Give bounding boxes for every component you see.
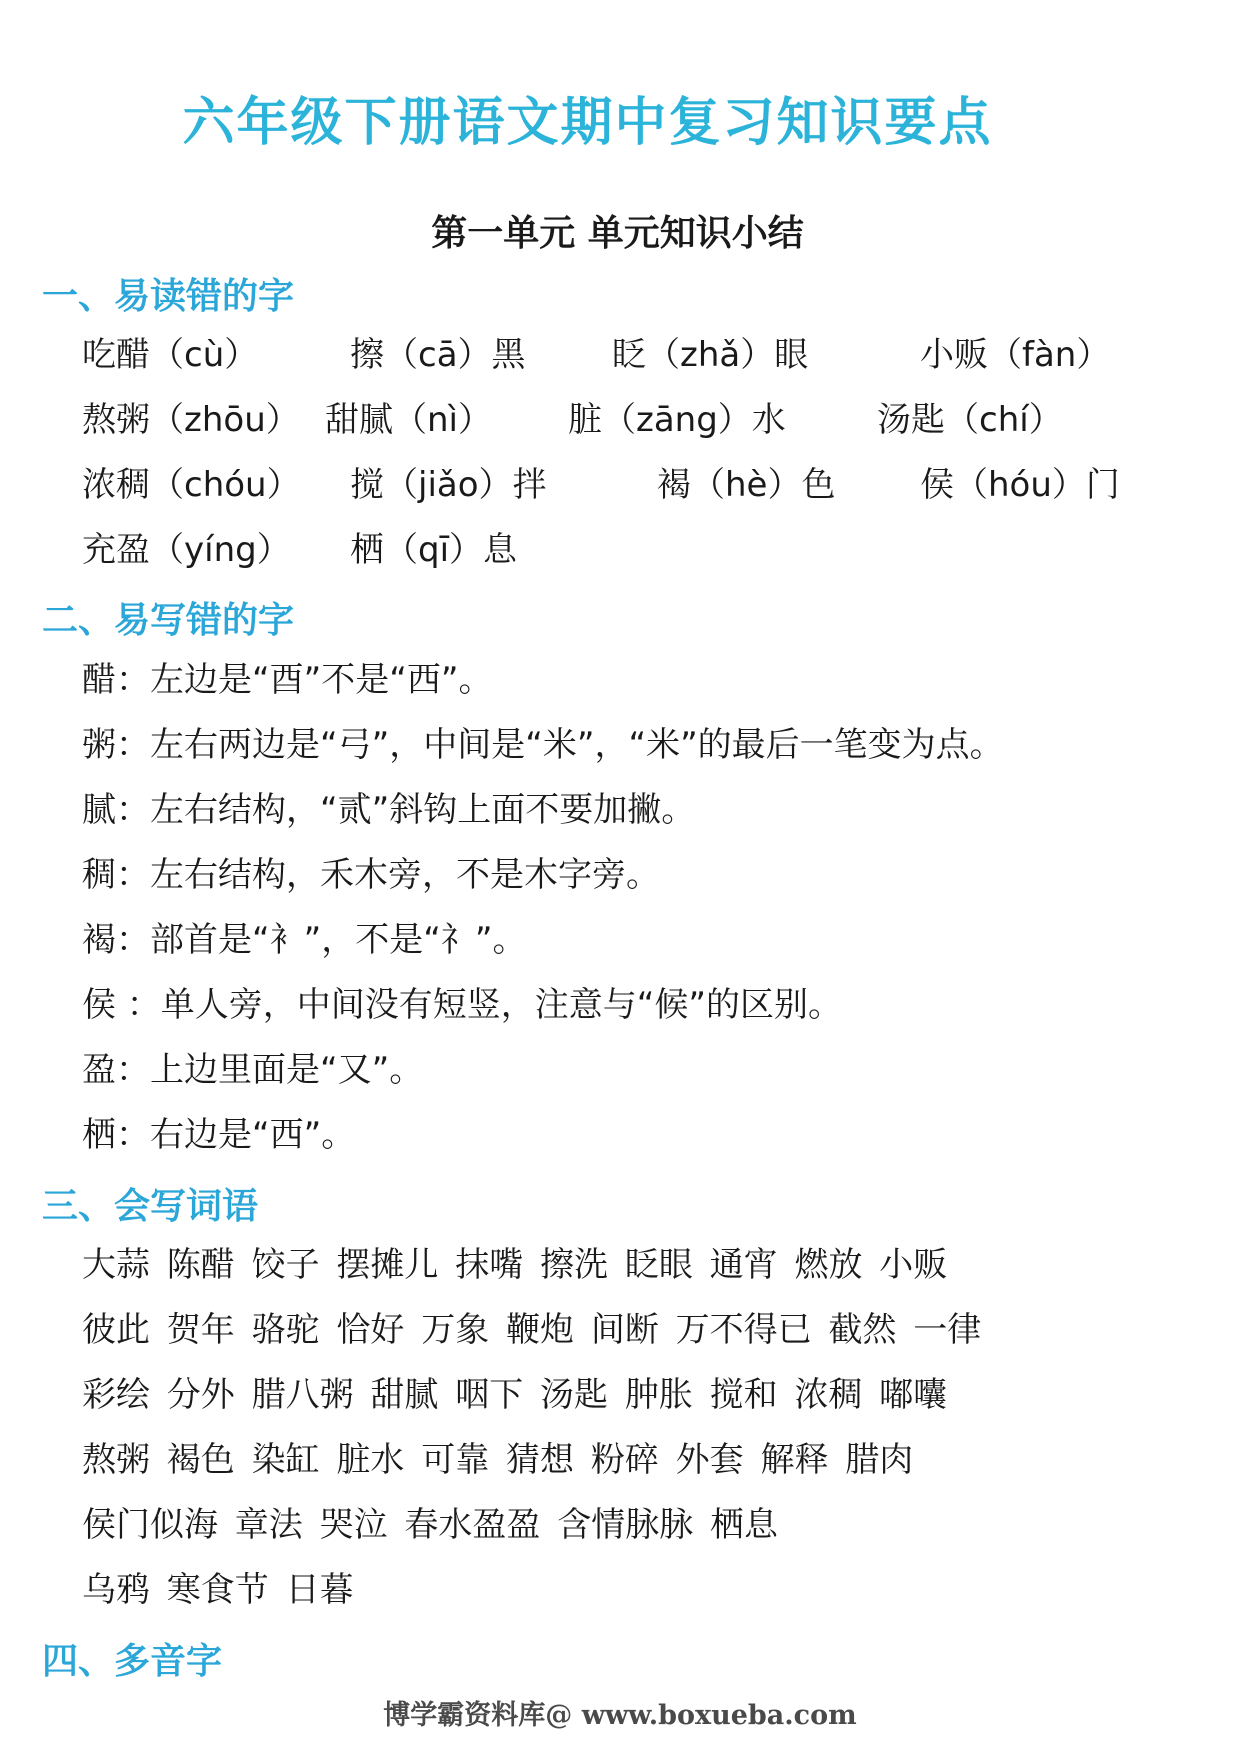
vocabulary-line: 大蒜 陈醋 饺子 摆摊儿 抹嘴 擦洗 眨眼 通宵 燃放 小贩 xyxy=(82,1245,948,1285)
pinyin-item: 擦（cā）黑 xyxy=(350,335,526,375)
section-heading-miswritten: 二、易写错的字 xyxy=(42,600,295,641)
writing-note: 栖：右边是“西”。 xyxy=(82,1115,356,1155)
pinyin-item: 浓稠（chóu） xyxy=(82,465,301,505)
pinyin-item: 脏（zāng）水 xyxy=(568,400,786,440)
section-heading-polyphones: 四、多音字 xyxy=(42,1641,223,1682)
pinyin-item: 栖（qī）息 xyxy=(350,530,518,570)
vocabulary-line: 彼此 贺年 骆驼 恰好 万象 鞭炮 间断 万不得已 截然 一律 xyxy=(82,1310,982,1350)
pinyin-item: 吃醋（cù） xyxy=(82,335,259,375)
vocabulary-line: 熬粥 褐色 染缸 脏水 可靠 猜想 粉碎 外套 解释 腊肉 xyxy=(82,1440,914,1480)
writing-note: 粥：左右两边是“弓”，中间是“米”，“米”的最后一笔变为点。 xyxy=(82,725,1004,765)
vocabulary-line: 乌鸦 寒食节 日暮 xyxy=(82,1570,354,1610)
watermark: 博学霸资料库@ www.boxueba.com xyxy=(383,1700,857,1731)
writing-note: 稠：左右结构，禾木旁，不是木字旁。 xyxy=(82,855,660,895)
pinyin-item: 小贩（fàn） xyxy=(920,335,1111,375)
pinyin-item: 搅（jiǎo）拌 xyxy=(350,465,547,505)
writing-note: 侯 ：单人旁，中间没有短竖，注意与“候”的区别。 xyxy=(82,985,843,1025)
vocabulary-line: 侯门似海 章法 哭泣 春水盈盈 含情脉脉 栖息 xyxy=(82,1505,779,1545)
section-heading-vocabulary: 三、会写词语 xyxy=(42,1186,259,1227)
unit-title: 第一单元 单元知识小结 xyxy=(431,213,804,254)
section-heading-misread: 一、易读错的字 xyxy=(42,276,295,317)
pinyin-item: 熬粥（zhōu） xyxy=(82,400,300,440)
pinyin-item: 充盈（yíng） xyxy=(82,530,291,570)
pinyin-item: 甜腻（nì） xyxy=(325,400,492,440)
pinyin-item: 侯（hóu）门 xyxy=(920,465,1120,505)
writing-note: 醋：左边是“酉”不是“西”。 xyxy=(82,660,493,700)
writing-note: 腻：左右结构，“贰”斜钩上面不要加撇。 xyxy=(82,790,696,830)
pinyin-item: 眨（zhǎ）眼 xyxy=(612,335,809,375)
writing-note: 盈：上边里面是“又”。 xyxy=(82,1050,424,1090)
writing-note: 褐：部首是“衤”，不是“礻”。 xyxy=(82,920,527,960)
document-title: 六年级下册语文期中复习知识要点 xyxy=(182,93,993,153)
pinyin-item: 汤匙（chí） xyxy=(877,400,1063,440)
vocabulary-line: 彩绘 分外 腊八粥 甜腻 咽下 汤匙 肿胀 搅和 浓稠 嘟囔 xyxy=(82,1375,948,1415)
pinyin-item: 褐（hè）色 xyxy=(657,465,836,505)
